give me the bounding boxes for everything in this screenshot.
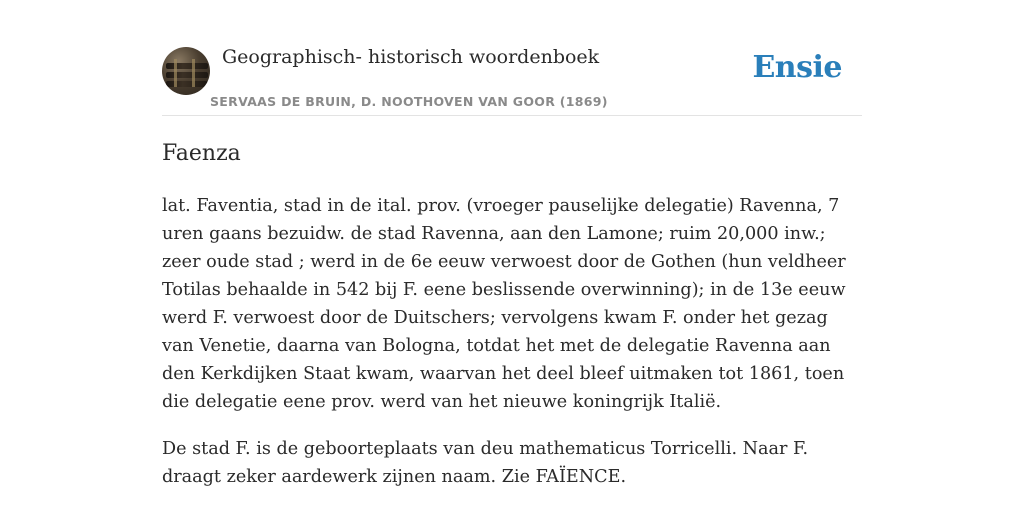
header bbox=[162, 0, 862, 116]
book-band-decoration bbox=[192, 59, 195, 87]
ensie-logo-link[interactable]: Ensie bbox=[752, 50, 842, 85]
book-authors: SERVAAS DE BRUIN, D. NOOTHOVEN VAN GOOR (1869) bbox=[210, 94, 608, 109]
entry-body bbox=[162, 192, 862, 510]
book-title-link[interactable]: Geographisch- historisch woordenboek bbox=[222, 46, 600, 68]
page-container bbox=[162, 0, 862, 487]
book-spine-decoration bbox=[166, 63, 208, 69]
book-band-decoration bbox=[174, 59, 177, 87]
entry-title: Faenza bbox=[162, 141, 241, 166]
entry-paragraph: lat. Faventia, stad in de ital. prov. (vroeger pauselijke delegatie) Ravenna, 7 uren gaans bezuidw. de stad Ravenna, aan den Lamone; ruim 20,000 inw.; zeer oude stad ; werd in de 6e eeuw verwoest door de Gothen (hun veldheer Totilas behaalde in 542 bij F. eene beslissende overwinning); in de 13e eeuw werd F. verwoest door de Duitschers; vervolgens kwam F. onder het gezag van Venetie, daarna van Bologna, totdat het met de delegatie Ravenna aan den Kerkdijken Staat kwam, waarvan het deel bleef uitmaken tot 1861, toen die delegatie eene prov. werd van het nieuwe koningrijk Italië. bbox=[162, 196, 846, 412]
entry-paragraph: De stad F. is de geboorteplaats van deu mathematicus Torricelli. Naar F. draagt zeker aardewerk zijnen naam. Zie FAÏENCE. bbox=[162, 439, 809, 487]
book-spine-decoration bbox=[166, 81, 208, 87]
book-spine-decoration bbox=[166, 72, 208, 78]
book-cover-icon[interactable] bbox=[162, 47, 210, 95]
